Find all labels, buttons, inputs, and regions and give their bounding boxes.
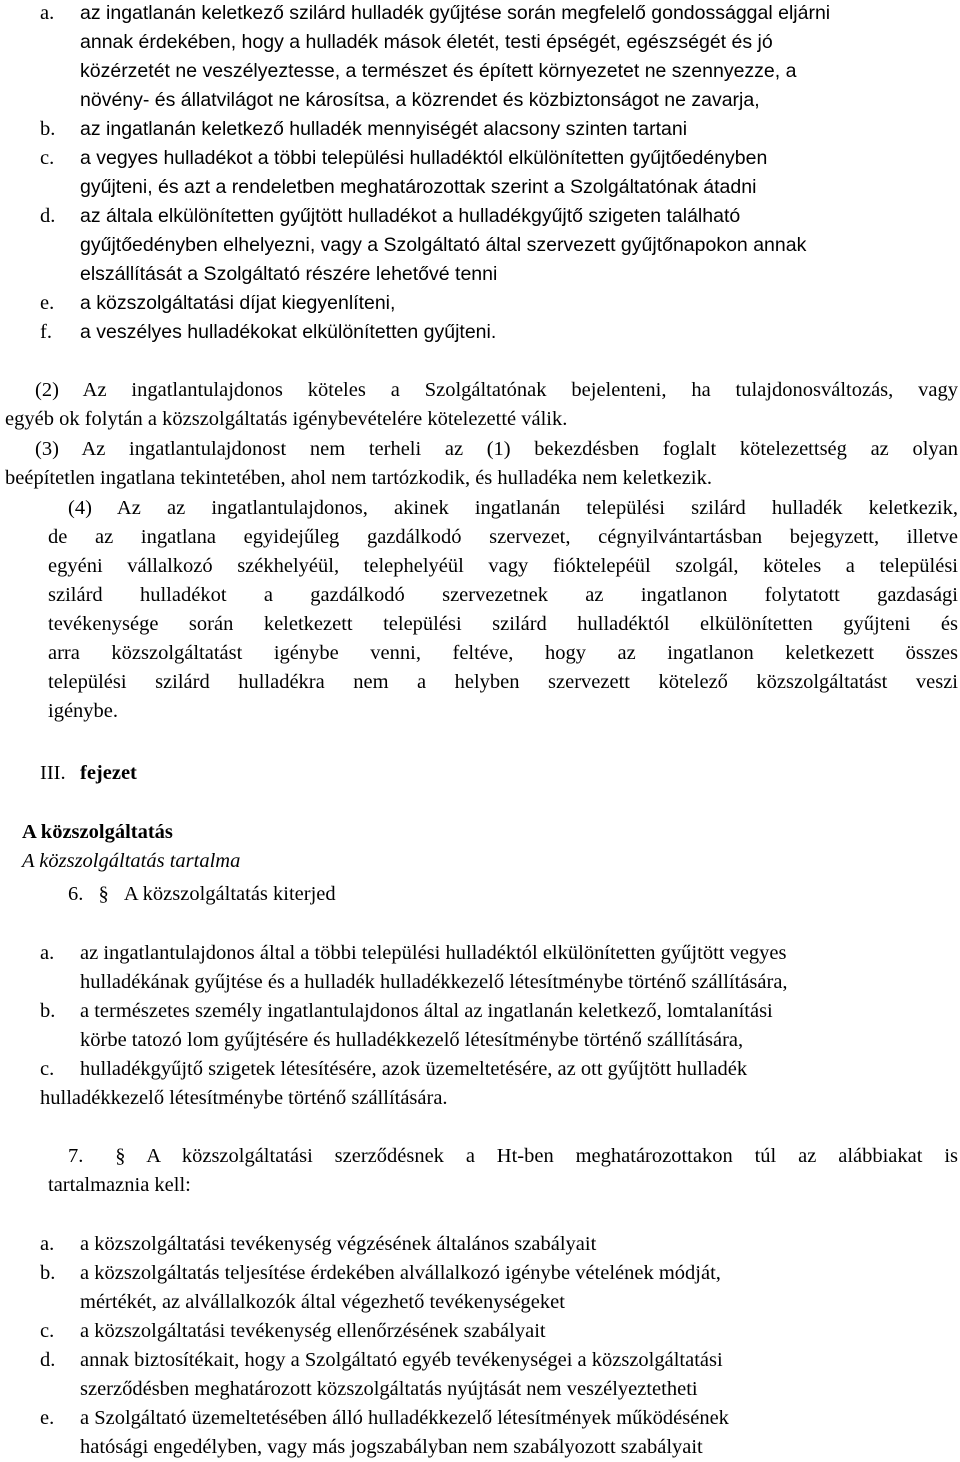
list-item: [40, 1346, 956, 1404]
list-item-label: c.: [40, 1058, 55, 1080]
list-item-text: az ingatlanán keletkező szilárd hulladék gyűjtése során megfelelő gondossággal eljárni annak érdekében, hogy a hulladék mások életét, testi épségét, egészségét és jó közérzetét ne veszélyeztesse, a természet és épített környezetet ne szennyezze, a növény- és állatvilágot ne károsítsa, a közrendet és közbiztonságot ne zavarja,: [80, 2, 831, 111]
list-item-label: e.: [40, 292, 55, 314]
section-6-heading: [68, 880, 336, 909]
list-item-label: a.: [40, 2, 55, 24]
list-item: [40, 1055, 956, 1113]
list-item: [40, 1230, 956, 1259]
section-7-paragraph: [48, 1142, 958, 1200]
chapter-number: III.: [40, 762, 66, 784]
list-item-label: f.: [40, 321, 52, 343]
list-item-label: c.: [40, 1320, 55, 1342]
section-heading: A közszolgáltatás: [22, 821, 173, 843]
list-item-text: hulladékgyűjtő szigetek létesítésére, azok üzemeltetésére, az ott gyűjtött hulladék hulladékkezelő létesítménybe történő szállítására.: [40, 1058, 748, 1109]
list-item-label: d.: [40, 205, 56, 227]
list-item-text: az ingatlanán keletkező hulladék mennyiségét alacsony szinten tartani: [80, 118, 688, 140]
section-subheading: A közszolgáltatás tartalma: [22, 850, 241, 872]
paragraph-sign: §: [98, 883, 109, 905]
section-6-title: A közszolgáltatás kiterjed: [123, 883, 336, 905]
list-item-label: b.: [40, 1262, 56, 1284]
section-7-line1: A közszolgáltatási szerződésnek a Ht-ben meghatározottakon túl az alábbiakat is: [146, 1145, 959, 1167]
list-item-label: c.: [40, 147, 55, 169]
paragraph-4: (4) Az az ingatlantulajdonos, akinek ingatlanán települési szilárd hulladék keletkezik, de az ingatlana egyidejűleg gazdálkodó szervezet, cégnyilvántartásban bejegyzett, illetve egyéni vállalkozó székhelyéül, telephelyéül vagy fióktelepéül szolgál, köteles a települési szilárd hulladékot a gazdálkodó szervezetnek az ingatlanon folytatott gazdasági tevékenysége során keletkezett települési szilárd hulladéktól elkülönítetten gyűjteni és arra közszolgáltatást igénybe venni, feltéve, hogy az ingatlanon keletkezett összes települési szilárd hulladékra nem a helyben szervezett kötelező közszolgáltatást veszi igénybe.: [48, 497, 958, 722]
list-item-label: a.: [40, 1233, 55, 1255]
chapter-title: fejezet: [80, 762, 137, 784]
list-item-text: a vegyes hulladékot a többi települési hulladéktól elkülönítetten gyűjtőedényben gyűjteni, és azt a rendeletben meghatározottak szerint a Szolgáltatónak átadni: [80, 147, 768, 198]
list-item: [40, 939, 956, 997]
list-item: [40, 997, 956, 1055]
list-item-label: b.: [40, 1000, 56, 1022]
list-item-text: az általa elkülönítetten gyűjtött hulladékot a hulladékgyűjtő szigeten található gyűjtőedényben elhelyezni, vagy a Szolgáltató által szervezett gyűjtőnapokon annak elszállítását a Szolgáltató részére lehetővé tenni: [80, 205, 807, 285]
section-6-number: 6.: [68, 883, 84, 905]
list-item-text: a közszolgáltatási tevékenység végzésének általános szabályait: [80, 1233, 597, 1255]
section-7-number: 7.: [68, 1145, 84, 1167]
paragraph-sign: §: [115, 1145, 126, 1167]
paragraph-2: (2) Az ingatlantulajdonos köteles a Szolgáltatónak bejelenteni, ha tulajdonosváltozás, vagy egyéb ok folytán a közszolgáltatás igénybevételére kötelezetté válik.: [5, 379, 958, 430]
list-item-text: a Szolgáltató üzemeltetésében álló hulladékkezelő létesítmények működésének hatósági engedélyben, vagy más jogszabályban nem szabályozott szabályait: [80, 1407, 729, 1458]
list-item-text: a közszolgáltatási tevékenység ellenőrzésének szabályait: [80, 1320, 546, 1342]
list-item: [40, 115, 956, 144]
list-item-label: d.: [40, 1349, 56, 1371]
contract-contents-list: [40, 1230, 956, 1462]
list-item: [40, 202, 956, 289]
list-item: [40, 1259, 956, 1317]
list-item: [40, 318, 956, 347]
list-item-text: az ingatlantulajdonos által a többi települési hulladéktól elkülönítetten gyűjtött vegyes hulladékának gyűjtése és a hulladék hulladékkezelő létesítménybe történő szállítására,: [80, 942, 788, 993]
list-item-label: e.: [40, 1407, 55, 1429]
list-item-label: a.: [40, 942, 55, 964]
list-item: [40, 144, 956, 202]
list-item-text: a közszolgáltatás teljesítése érdekében alvállalkozó igénybe vételének módját, mértékét, az alvállalkozók által végezhető tevékenységeket: [80, 1262, 721, 1313]
chapter-heading: [40, 759, 137, 788]
list-item-text: a közszolgáltatási díjat kiegyenlíteni,: [80, 292, 396, 314]
list-item: [40, 1404, 956, 1462]
obligations-list: [40, 0, 956, 347]
list-item-text: annak biztosítékait, hogy a Szolgáltató egyéb tevékenységei a közszolgáltatási szerződésben meghatározott közszolgáltatás nyújtását nem veszélyeztetheti: [80, 1349, 723, 1400]
service-scope-list: [40, 939, 956, 1113]
paragraph-3: (3) Az ingatlantulajdonost nem terheli az (1) bekezdésben foglalt kötelezettség az olyan beépítetlen ingatlana tekintetében, ahol nem tartózkodik, és hulladéka nem keletkezik.: [5, 438, 958, 489]
list-item: [40, 0, 956, 115]
list-item-label: b.: [40, 118, 56, 140]
list-item-text: a természetes személy ingatlantulajdonos által az ingatlanán keletkező, lomtalanítási körbe tatozó lom gyűjtésére és hulladékkezelő létesítménybe történő szállítására,: [80, 1000, 773, 1051]
list-item: [40, 289, 956, 318]
section-7-line2: tartalmaznia kell:: [48, 1174, 191, 1196]
list-item-text: a veszélyes hulladékokat elkülönítetten gyűjteni.: [80, 321, 497, 343]
list-item: [40, 1317, 956, 1346]
